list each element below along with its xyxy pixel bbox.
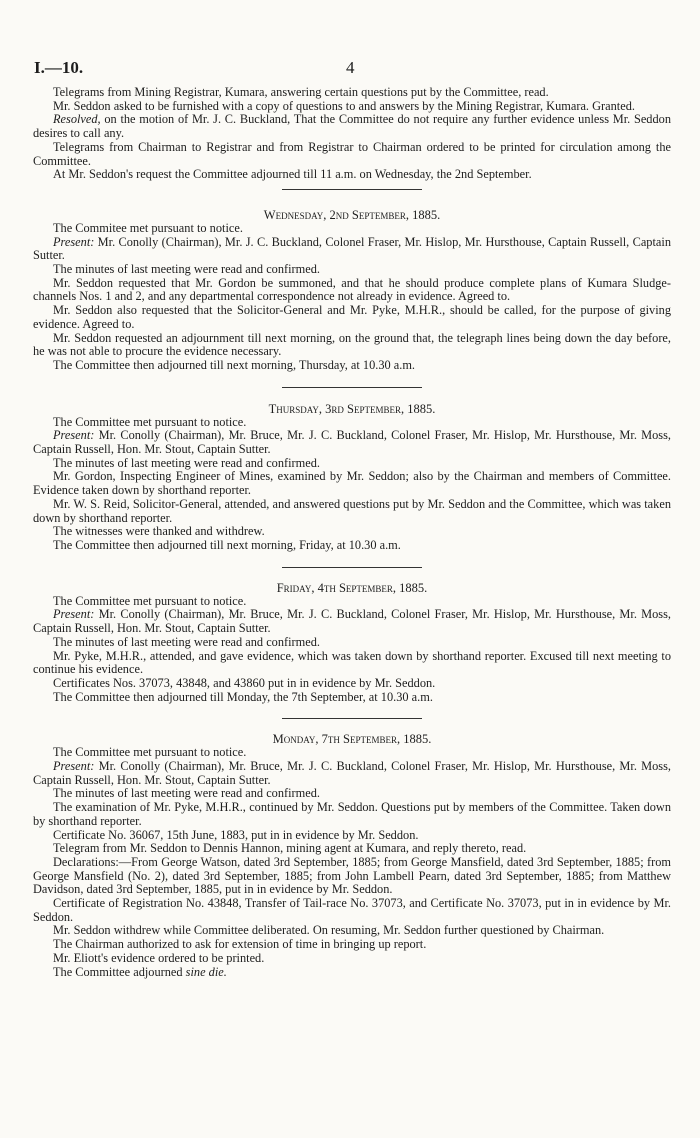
paragraph: The Committee then adjourned till Monday, the 7th September, at 10.30 a.m. bbox=[53, 689, 433, 704]
minutes-body bbox=[33, 86, 671, 979]
paragraph: The Commitee met pursuant to notice. bbox=[53, 220, 243, 235]
paragraph: Mr. Pyke, M.H.R., attended, and gave evidence, which was taken down by shorthand reporter. Excused till next meeting to continue his evidence. bbox=[33, 648, 671, 677]
document-reference: I.—10. bbox=[34, 58, 84, 77]
paragraph: The Committee then adjourned till next morning, Thursday, at 10.30 a.m. bbox=[53, 357, 416, 372]
paragraph: Mr. Seddon asked to be furnished with a copy of questions to and answers by the Mining Registrar, Kumara. Granted. bbox=[53, 98, 635, 113]
paragraph: The minutes of last meeting were read and confirmed. bbox=[53, 455, 321, 470]
present-paragraph: Present: Mr. Conolly (Chairman), Mr. Bruce, Mr. J. C. Buckland, Colonel Fraser, Mr. Hislop, Mr. Hursthouse, Mr. Moss, Captain Russell, Hon. Mr. Stout, Captain Sutter. bbox=[33, 607, 671, 636]
paragraph: The minutes of last meeting were read and confirmed. bbox=[53, 262, 321, 277]
paragraph: Mr. Eliott's evidence ordered to be printed. bbox=[53, 950, 265, 965]
section-heading: Thursday, 3rd September, 1885. bbox=[268, 401, 436, 416]
paragraph: At Mr. Seddon's request the Committee adjourned till 11 a.m. on Wednesday, the 2nd September. bbox=[53, 167, 532, 182]
paragraph: Mr. Seddon requested that Mr. Gordon be summoned, and that he should produce complete plans of Kumara Sludge-channels Nos. 1 and 2, and any departmental correspondence not already in evidence. Agreed to. bbox=[33, 275, 671, 304]
page-number: 4 bbox=[346, 58, 355, 77]
paragraph: The witnesses were thanked and withdrew. bbox=[53, 524, 265, 539]
paragraph: Telegrams from Mining Registrar, Kumara, answering certain questions put by the Committee, read. bbox=[53, 85, 549, 99]
present-paragraph: Present: Mr. Conolly (Chairman), Mr. Bruce, Mr. J. C. Buckland, Colonel Fraser, Mr. Hislop, Mr. Hursthouse, Mr. Moss, Captain Russell, Hon. Mr. Stout, Captain Sutter. bbox=[33, 428, 671, 457]
paragraph: Mr. Seddon requested an adjournment till next morning, on the ground that, the telegraph lines being down the day before, he was not able to procure the evidence necessary. bbox=[33, 330, 671, 359]
present-paragraph: Present: Mr. Conolly (Chairman), Mr. J. C. Buckland, Colonel Fraser, Mr. Hislop, Mr. Hursthouse, Captain Russell, Captain Sutter. bbox=[33, 234, 671, 263]
section-heading: Wednesday, 2nd September, 1885. bbox=[263, 207, 441, 222]
paragraph: Mr. Seddon also requested that the Solicitor-General and Mr. Pyke, M.H.R., should be called, for the purpose of giving evidence. Agreed to. bbox=[33, 303, 671, 331]
paragraph: Certificates Nos. 37073, 43848, and 43860 put in in evidence by Mr. Seddon. bbox=[53, 675, 436, 690]
paragraph: Mr. Gordon, Inspecting Engineer of Mines, examined by Mr. Seddon; also by the Chairman and members of Committee. Evidence taken down by shorthand reporter. bbox=[33, 469, 671, 498]
present-paragraph: Present: Mr. Conolly (Chairman), Mr. Bruce, Mr. J. C. Buckland, Colonel Fraser, Mr. Hislop, Mr. Hursthouse, Mr. Moss, Captain Russell, Hon. Mr. Stout, Captain Sutter. bbox=[33, 759, 671, 787]
paragraph: Telegram from Mr. Seddon to Dennis Hannon, mining agent at Kumara, and reply thereto, read. bbox=[53, 841, 527, 856]
paragraph: Resolved, on the motion of Mr. J. C. Buckland, That the Committee do not require any further evidence unless Mr. Seddon desires to call any. bbox=[33, 112, 671, 141]
section-heading: Monday, 7th September, 1885. bbox=[272, 732, 432, 747]
paragraph: The minutes of last meeting were read and confirmed. bbox=[53, 634, 321, 649]
paragraph: The Committee met pursuant to notice. bbox=[53, 593, 247, 608]
paragraph: Declarations:—From George Watson, dated 3rd September, 1885; from George Mansfield, dated 3rd September, 1885; from George Mansfield (No. 2), dated 3rd September, 1885; from John Lambell Pearn, dated 3rd September, 1885; from Matthew Davidson, dated 3rd September, 1885, put in in evidence by Mr. Seddon. bbox=[33, 854, 671, 897]
paragraph: The Committee met pursuant to notice. bbox=[53, 414, 247, 429]
paragraph: The examination of Mr. Pyke, M.H.R., continued by Mr. Seddon. Questions put by members of the Committee. Taken down by shorthand reporter. bbox=[33, 800, 671, 828]
resolved-label: Resolved, bbox=[53, 112, 101, 127]
paragraph: Telegrams from Chairman to Registrar and from Registrar to Chairman ordered to be printed for circulation among the Committee. bbox=[33, 139, 671, 168]
paragraph: Certificate of Registration No. 43848, Transfer of Tail-race No. 37073, and Certificate No. 37073, put in in evidence by Mr. Seddon. bbox=[33, 896, 671, 924]
paragraph: The minutes of last meeting were read and confirmed. bbox=[53, 786, 321, 801]
paragraph: Mr. Seddon withdrew while Committee deliberated. On resuming, Mr. Seddon further questioned by Chairman. bbox=[53, 923, 605, 938]
section-heading: Friday, 4th September, 1885. bbox=[276, 580, 428, 595]
paragraph: Mr. W. S. Reid, Solicitor-General, attended, and answered questions put by Mr. Seddon and the Committee, which was taken down by shorthand reporter. bbox=[33, 496, 671, 525]
paragraph: The Committee then adjourned till next morning, Friday, at 10.30 a.m. bbox=[53, 537, 401, 552]
closing-paragraph: The Committee adjourned sine die. bbox=[53, 964, 227, 979]
paragraph: Certificate No. 36067, 15th June, 1883, put in in evidence by Mr. Seddon. bbox=[53, 827, 419, 842]
paragraph: The Committee met pursuant to notice. bbox=[53, 745, 247, 760]
paragraph: The Chairman authorized to ask for extension of time in bringing up report. bbox=[53, 937, 427, 952]
